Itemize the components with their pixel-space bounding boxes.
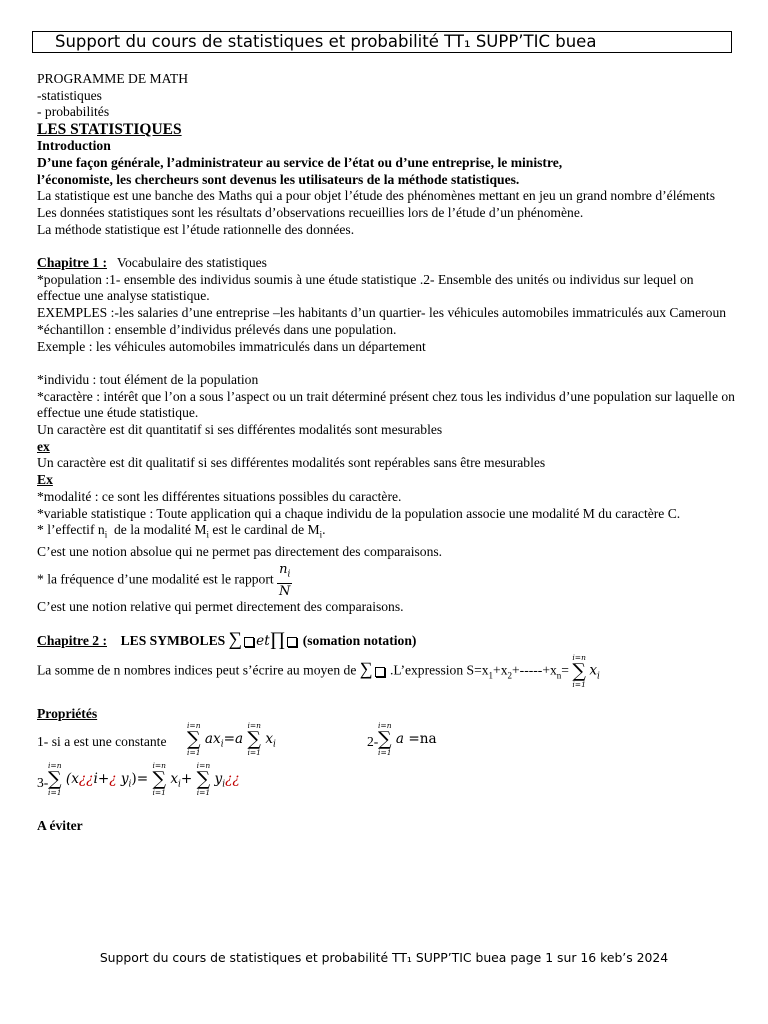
properties-heading: Propriétés bbox=[37, 705, 98, 721]
population-definition: *population :1- ensemble des individus soumis à une étude statistique .2- Ensemble des unités ou individus sur lequel on effectue une analyse statistique. bbox=[37, 271, 694, 304]
intro-paragraph-2: Les données statistiques sont les résultats d’observations recueillies lors de l’étude d’un phénomène. bbox=[37, 204, 584, 220]
introduction-heading: Introduction bbox=[37, 138, 111, 154]
chapter2-title: LES SYMBOLES bbox=[106, 633, 229, 649]
modalite-definition: *modalité : ce sont les différentes situations possibles du caractère. bbox=[37, 488, 402, 504]
product-symbol: ∏ bbox=[269, 629, 286, 651]
chapter2-label: Chapitre 2 : bbox=[37, 633, 107, 649]
property-2-formula: i=n ∑ i=1 a =na bbox=[378, 721, 437, 758]
variable-definition: *variable statistique : Toute application qui a chaque individu de la population associe une modalité M du caractère C. bbox=[37, 505, 681, 521]
chapter1-heading bbox=[37, 255, 737, 272]
echantillon-definition: *échantillon : ensemble d’individus prélevés dans une population. bbox=[37, 321, 397, 337]
programme-item-proba: - probabilités bbox=[37, 104, 110, 120]
sum-operator: i=n ∑ i=1 bbox=[572, 653, 586, 690]
ex-label-2: Ex bbox=[37, 472, 53, 488]
effectif-definition: * l’effectif $n_i$ de la modalité $M_i$ est le cardinal de $M_i$. bbox=[37, 522, 326, 540]
programme-line: PROGRAMME DE MATH bbox=[37, 71, 189, 86]
intro-bold-line-2: l’économiste, les chercheurs sont devenus les utilisateurs de la méthode statistiques. bbox=[37, 171, 520, 187]
header-title: Support du cours de statistiques et probabilité TT₁ SUPP’TIC buea bbox=[55, 32, 597, 51]
placeholder-box bbox=[375, 667, 385, 677]
individu-definition: *individu : tout élément de la population bbox=[37, 371, 259, 387]
footer-text: Support du cours de statistiques et probabilité TT₁ SUPP’TIC buea page 1 sur 16 keb’s 2024 bbox=[99, 950, 669, 965]
sigma-symbol: ∑ bbox=[359, 658, 373, 679]
programme-item-stats: -statistiques bbox=[37, 87, 102, 103]
caractere-definition: *caractère : intérêt que l’on a sous l’aspect ou un trait déterminé présent chez tous les individus d’une population sur laquelle on effectue une étude statistique. bbox=[37, 388, 735, 421]
notation-label: (somation notation) bbox=[299, 633, 417, 649]
sigma-symbol: ∑ bbox=[228, 629, 243, 651]
absolue-line: C’est une notion absolue qui ne permet pas directement des comparaisons. bbox=[37, 543, 443, 559]
placeholder-box bbox=[244, 637, 254, 647]
section-title: LES STATISTIQUES bbox=[37, 121, 182, 139]
property-3-formula: i=n ∑ i=1 (x¿¿i+¿ $y_i)=$ i=n ∑ i=1 $x_i+$ i=n ∑ i=1 $y_i¿¿$ bbox=[48, 761, 240, 798]
qualitatif-line: Un caractère est dit qualitatif si ses différentes modalités sont repérables sans être mesurables bbox=[37, 455, 546, 471]
property-1-formula: i=n ∑ i=1 $ax_i=a$ i=n ∑ i=1 $x_i$ bbox=[187, 721, 276, 758]
exemple-line: Exemple : les véhicules automobiles immatriculés dans un département bbox=[37, 338, 426, 354]
sum-definition: La somme de n nombres indices peut s’écrire au moyen de ∑ .L’expression $S=x_1+x_2+-----+x_n=$ i=n ∑ i=1 $x_i$ bbox=[37, 653, 600, 690]
exemples-line: EXEMPLES :-les salaries d’une entreprise –les habitants d’un quartier- les véhicules automobiles immatriculés aux Cameroun bbox=[37, 305, 727, 321]
document-header bbox=[32, 31, 732, 53]
intro-paragraph-3: La méthode statistique est l’étude rationnelle des données. bbox=[37, 221, 355, 237]
frequence-fraction: $\frac{n_i}{N}$ bbox=[279, 562, 291, 599]
avoid-heading: A éviter bbox=[37, 818, 83, 834]
chapter2-heading: Chapitre 2 : LES SYMBOLES ∑ et∏ (somation notation) bbox=[37, 629, 417, 651]
intro-bold-line-1: D’une façon générale, l’administrateur au service de l’état ou d’une entreprise, le ministre, bbox=[37, 154, 563, 170]
page-footer bbox=[0, 950, 768, 965]
placeholder-box bbox=[287, 637, 297, 647]
ex-label-1: ex bbox=[37, 438, 50, 454]
frequence-line: * la fréquence d’une modalité est le rapport $\frac{n_i}{N}$ bbox=[37, 562, 291, 599]
document-body bbox=[37, 71, 737, 835]
chapter1-title: Vocabulaire des statistiques bbox=[106, 255, 267, 271]
chapter1-label: Chapitre 1 : bbox=[37, 255, 107, 271]
quantitatif-line: Un caractère est dit quantitatif si ses différentes modalités sont mesurables bbox=[37, 422, 443, 438]
property-row-1: 1- si a est une constante i=n ∑ i=1 $ax_i=a$ i=n ∑ i=1 $x_i$ 2- i=n ∑ i=1 a =na bbox=[37, 721, 437, 758]
property-row-3: 3- i=n ∑ i=1 (x¿¿i+¿ $y_i)=$ i=n ∑ i=1 $x_i+$ i=n ∑ i=1 $y_i¿¿$ bbox=[37, 761, 240, 798]
intro-paragraph-1: La statistique est une banche des Maths qui a pour objet l’étude des phénomènes mettant en jeu un grand nombre d’éléments bbox=[37, 188, 715, 204]
relative-line: C’est une notion relative qui permet directement des comparaisons. bbox=[37, 598, 404, 614]
